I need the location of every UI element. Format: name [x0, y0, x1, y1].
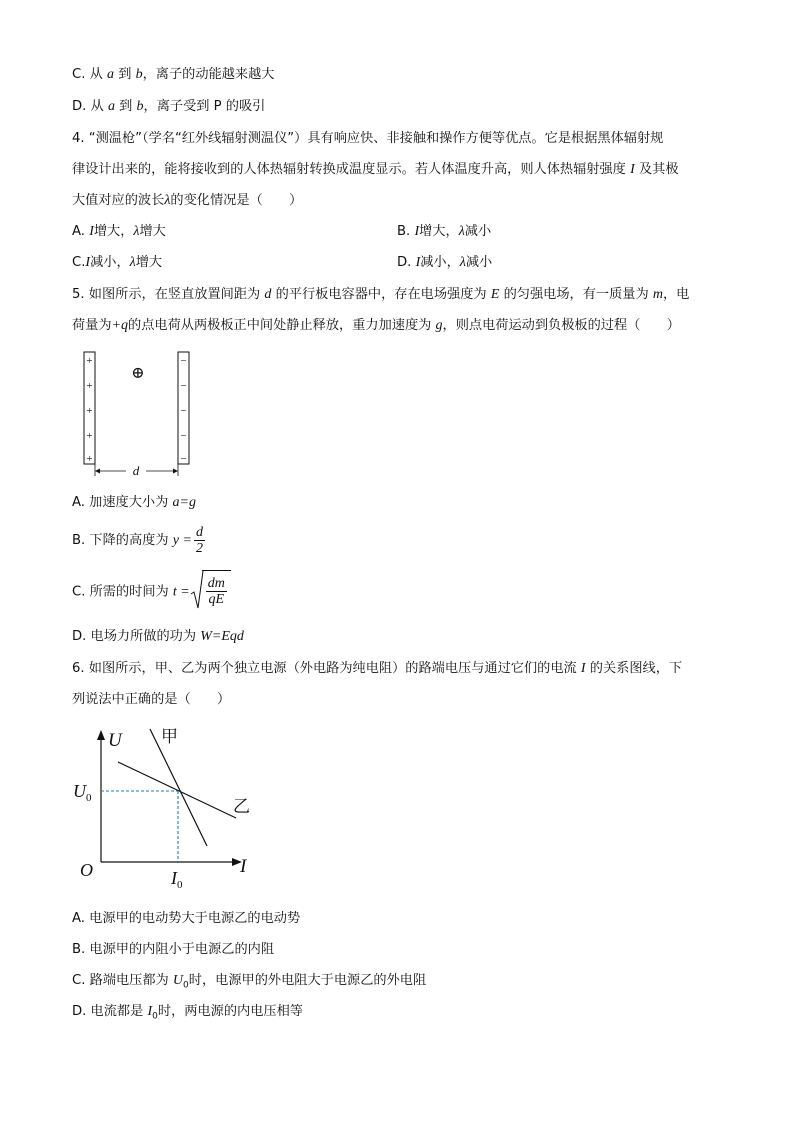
plus-sign: + [86, 380, 93, 392]
minus-sign: − [180, 405, 187, 417]
q5-stem-line1: 5. 如图所示，在竖直放置间距为 d 的平行板电容器中，存在电场强度为 E 的匀强电场，有一质量为 m，电 [72, 287, 690, 302]
label-jia: 甲 [161, 727, 178, 746]
plus-sign: + [86, 355, 93, 367]
point-charge: ⊕ [131, 365, 145, 382]
q6-stem-line2: 列说法中正确的是（ ） [72, 692, 231, 707]
i0-label: $I_0$ [171, 868, 183, 891]
q5-option-d: D. 电场力所做的功为 W=Eqd [72, 629, 244, 644]
q3-option-c: C. 从 a 到 b，离子的动能越来越大 [72, 67, 275, 82]
q6-option-c: C. 路端电压都为 $U_0$时，电源甲的外电阻大于电源乙的外电阻 [72, 973, 427, 991]
q5-option-b: B. 下降的高度为 y = $\frac{d}{2}$ [72, 524, 203, 556]
q4-option-c: C.I减小，λ增大 [72, 255, 163, 270]
capacitor-figure [78, 350, 208, 480]
q6-option-b: B. 电源甲的内阻小于电源乙的内阻 [72, 942, 275, 957]
sqrt-expression: $\frac{dm}{qE}$ [190, 570, 231, 613]
q6-stem-line1: 6. 如图所示，甲、乙为两个独立电源（外电路为纯电阻）的路端电压与通过它们的电流 I 的关系图线，下 [72, 661, 683, 676]
origin-label: O [80, 860, 93, 880]
q4-stem-line2: 律设计出来的，能将接收到的人体热辐射转换成温度显示。若人体温度升高，则人体热辐射强度 I 及其极 [72, 162, 679, 177]
q4-stem-line1: 4. “测温枪”（学名“红外线辐射测温仪”）具有响应快、非接触和操作方便等优点。它是根据黑体辐射规 [72, 131, 664, 146]
label-yi: 乙 [233, 797, 250, 816]
q4-option-d: D. I减小，λ减小 [397, 255, 493, 270]
fraction-d-over-2: $\frac{d}{2}$ [195, 524, 203, 556]
plus-sign: + [86, 430, 93, 442]
q4-option-a: A. I增大，λ增大 [72, 224, 166, 239]
y-axis-arrow [97, 730, 105, 740]
q5-option-a: A. 加速度大小为 a=g [72, 495, 196, 510]
minus-sign: − [180, 430, 187, 442]
q4-stem-line3: 大值对应的波长λ的变化情况是（ ） [72, 193, 303, 208]
q5-option-c: C. 所需的时间为 t = $\frac{dm}{qE}$ [72, 570, 231, 614]
minus-sign: − [180, 380, 187, 392]
plus-sign: + [86, 453, 93, 465]
plus-sign: + [86, 405, 93, 417]
plus-signs [86, 355, 92, 465]
minus-signs [180, 355, 186, 465]
q3-option-d: D. 从 a 到 b，离子受到 P 的吸引 [72, 99, 266, 114]
q6-option-d: D. 电流都是 $I_0$时，两电源的内电压相等 [72, 1004, 303, 1022]
u-axis-label: U [108, 730, 122, 751]
distance-label: d [132, 463, 140, 478]
ui-graph [70, 722, 270, 894]
line-yi [118, 762, 236, 818]
q5-stem-line2: 荷量为+q的点电荷从两极板正中间处静止释放，重力加速度为 g，则点电荷运动到负极板的过程（ ） [72, 318, 680, 333]
u0-label: $U_0$ [73, 781, 92, 804]
q4-option-b: B. I增大，λ减小 [397, 224, 492, 239]
q6-option-a: A. 电源甲的电动势大于电源乙的电动势 [72, 911, 301, 926]
i-axis-label: I [240, 856, 247, 877]
minus-sign: − [180, 355, 187, 367]
minus-sign: − [180, 453, 187, 465]
